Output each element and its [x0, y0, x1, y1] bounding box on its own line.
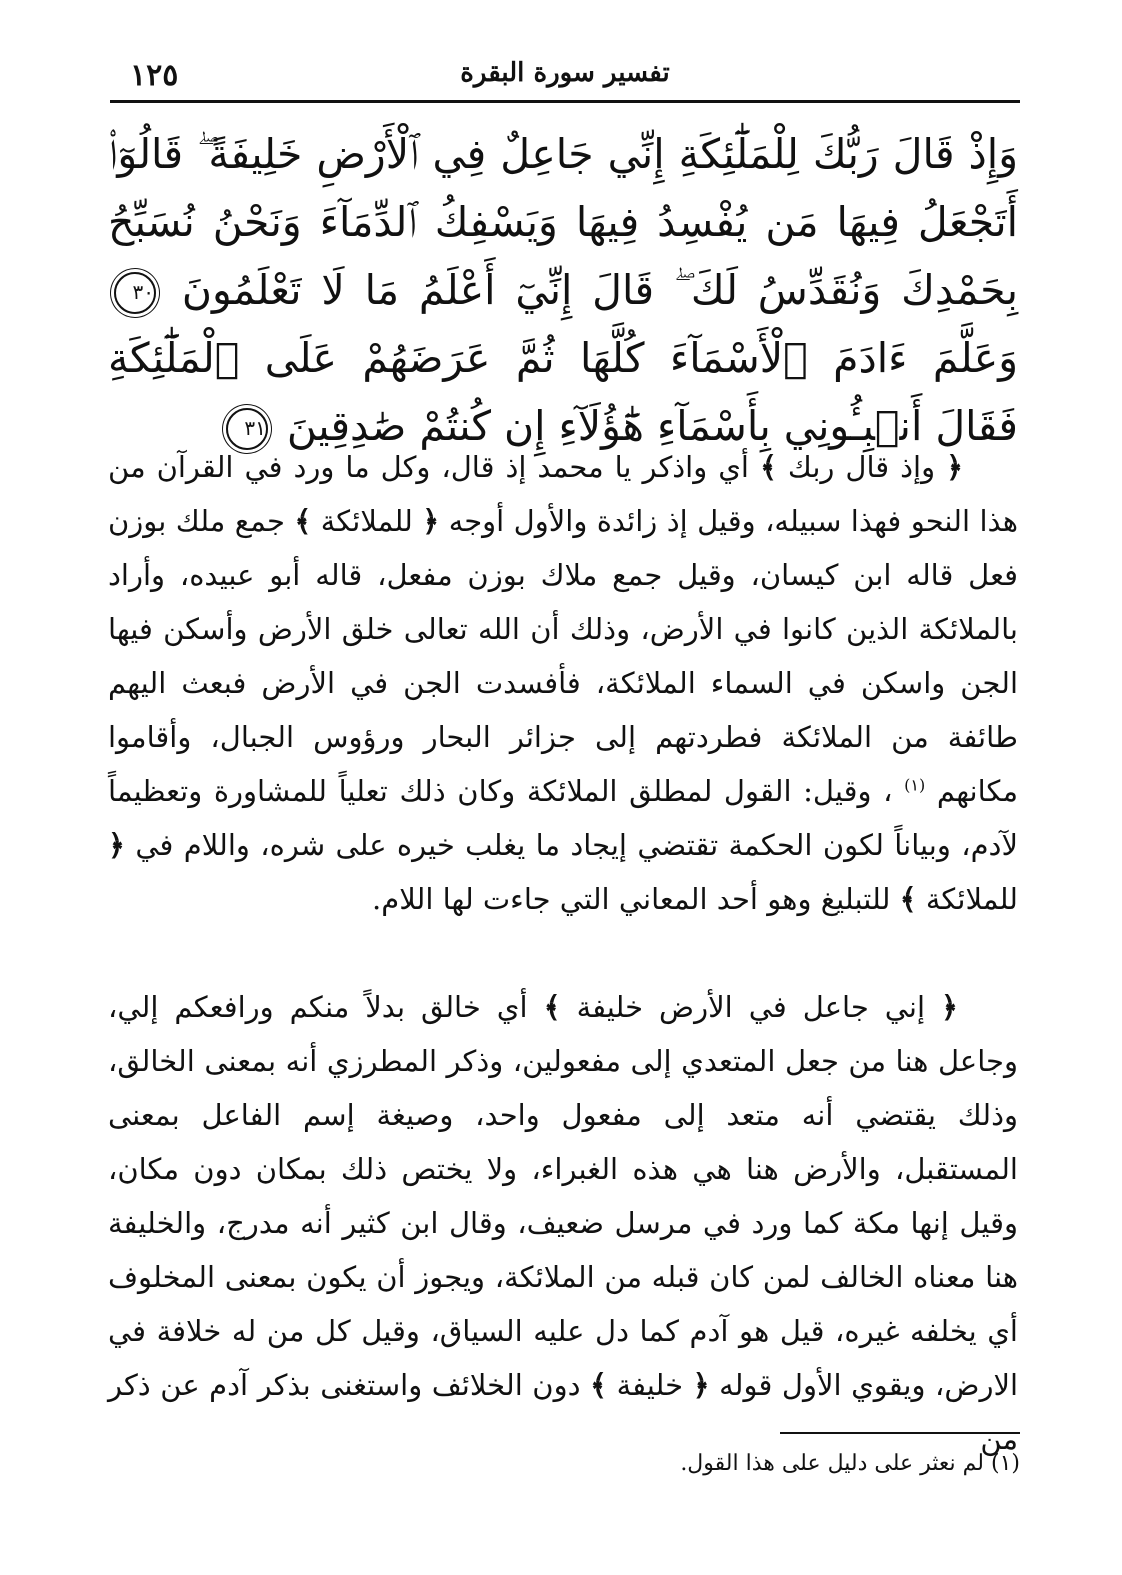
quote-bracket-open: ﴿ [692, 1368, 710, 1402]
ayah-number-30: ٣٠ [114, 272, 156, 314]
header-divider [110, 100, 1020, 103]
commentary-text: جمع ملك بوزن فعل قاله ابن كيسان، وقيل جمع ملاك بوزن مفعل، قاله أبو عبيده، وأراد بالملائكة الذين كانوا في الأرض، وذلك أن الله تعالى خلق الأرض وأسكن فيها الجن واسكن في السماء الملائكة، فأفسدت الجن في الأرض فبعث اليهم طائفة من الملائكة فطردتهم إلى جزائر البحار ورؤوس الجبال، وأقاموا مكانهم [108, 504, 1019, 808]
quote-bracket-open: ﴿ [941, 990, 959, 1024]
footnote-marker: (١) [990, 1451, 1020, 1476]
commentary-text: أي واذكر يا محمد إذ قال، وكل ما ورد في القرآن من هذا النحو فهذا سبيله، وقيل إذ زائدة والأول أوجه [108, 450, 1019, 538]
quoted-phrase: وإذ قال ربك [787, 450, 936, 484]
page-number: ١٢٥ [130, 58, 179, 93]
footnote-divider [780, 1432, 1020, 1434]
quote-bracket-close: ﴾ [899, 882, 917, 916]
verse-31-text: وَعَلَّمَ ءَادَمَ ٱلْأَسْمَآءَ كُلَّهَا ثُمَّ عَرَضَهُمْ عَلَى ٱلْمَلَٰٓئِكَةِ فَقَالَ أَنۢبِـُٔونِي بِأَسْمَآءِ هَٰٓؤُلَآءِ إِن كُنتُمْ صَٰدِقِينَ [108, 334, 1018, 450]
quoted-phrase: للملائكة [925, 882, 1018, 916]
quran-verses [108, 120, 1018, 460]
quote-bracket-close: ﴾ [543, 990, 561, 1024]
quote-bracket-close: ﴾ [294, 504, 312, 538]
quote-bracket-close: ﴾ [590, 1368, 608, 1402]
quote-bracket-open: ﴿ [108, 828, 125, 862]
quoted-phrase: إني جاعل في الأرض خليفة [576, 990, 926, 1024]
commentary-paragraph-2 [108, 980, 1018, 1466]
ayah-number-31: ٣١ [226, 408, 268, 450]
commentary-text: للتبليغ وهو أحد المعاني التي جاءت لها اللام. [372, 882, 891, 916]
commentary-text: أي خالق بدلاً منكم ورافعكم إلي، وجاعل هنا من جعل المتعدي إلى مفعولين، وذكر المطرزي أنه بمعنى الخالق، وذلك يقتضي أنه متعد إلى مفعول واحد، وصيغة إسم الفاعل بمعنى المستقبل، والأرض هنا هي هذه الغبراء، ولا يختص ذلك بمكان دون مكان، وقيل إنها مكة كما ورد في مرسل ضعيف، وقال ابن كثير أنه مدرج، والخليفة هنا معناه الخالف لمن كان قبله من الملائكة، ويجوز أن يكون بمعنى المخلوف أي يخلفه غيره، قيل هو آدم كما دل عليه السياق، وقيل كل من له خلافة في الارض، ويقوي الأول قوله [108, 990, 1019, 1402]
quote-bracket-close: ﴾ [759, 450, 777, 484]
running-title: تفسير سورة البقرة [460, 58, 670, 88]
footnote-reference[interactable]: (١) [904, 775, 926, 795]
quote-bracket-open: ﴿ [422, 504, 440, 538]
footnote-text: لم نعثر على دليل على هذا القول. [680, 1451, 984, 1476]
quote-bracket-open: ﴿ [946, 450, 964, 484]
commentary-paragraph-1 [108, 440, 1018, 926]
verse-30-text: وَإِذْ قَالَ رَبُّكَ لِلْمَلَٰٓئِكَةِ إِنِّي جَاعِلٌ فِي ٱلْأَرْضِ خَلِيفَةً ۖ قَالُوٓا۟ أَتَجْعَلُ فِيهَا مَن يُفْسِدُ فِيهَا وَيَسْفِكُ ٱلدِّمَآءَ وَنَحْنُ نُسَبِّحُ بِحَمْدِكَ وَنُقَدِّسُ لَكَ ۖ قَالَ إِنِّيٓ أَعْلَمُ مَا لَا تَعْلَمُونَ [108, 130, 1018, 314]
page-header [110, 52, 1020, 96]
quoted-phrase: للملائكة [320, 504, 413, 538]
quoted-phrase: خليفة [616, 1368, 684, 1402]
commentary-text: ، وقيل: القول لمطلق الملائكة وكان ذلك تعلياً للمشاورة وتعظيماً لآدم، وبياناً لكون الحكمة تقتضي إيجاد ما يغلب خيره على شره، واللام في [108, 774, 1019, 862]
footnote [108, 1448, 1020, 1480]
commentary-text: دون الخلائف واستغنى بذكر آدم عن ذكر من [108, 1368, 1018, 1456]
